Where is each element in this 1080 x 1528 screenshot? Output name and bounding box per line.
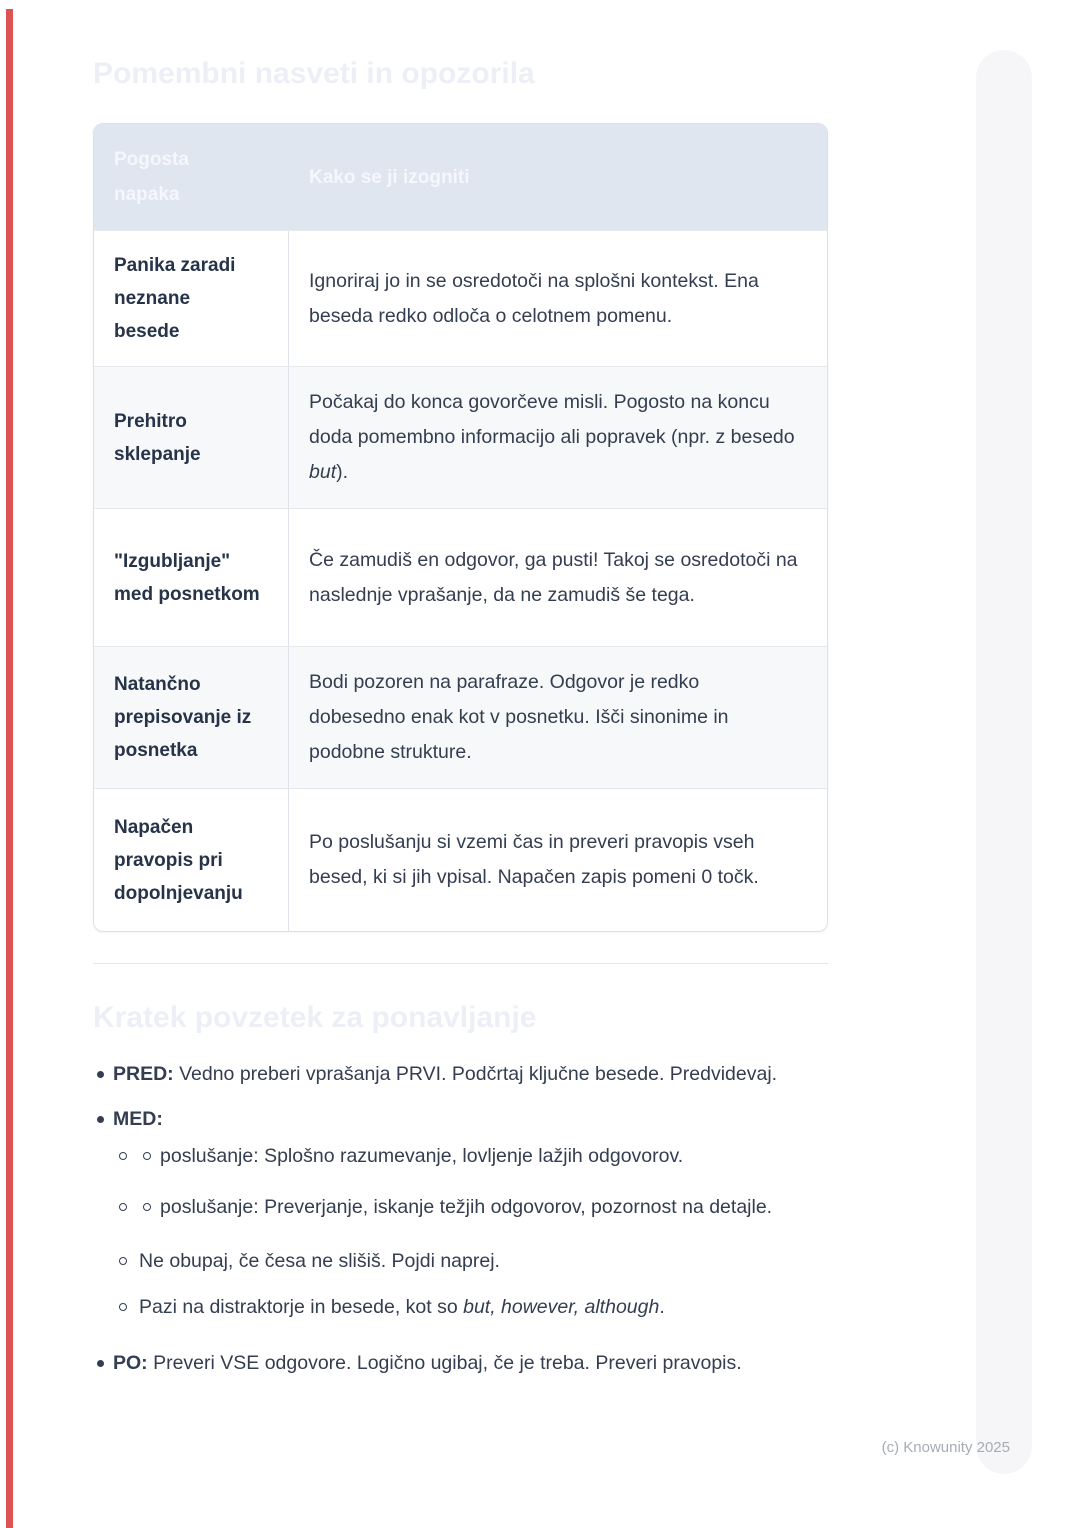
left-red-accent-bar xyxy=(6,9,13,1528)
column-header-mistake: Pogosta napaka xyxy=(114,149,189,205)
header-cell-avoid xyxy=(289,124,827,230)
cell-mistake: Prehitro sklepanje xyxy=(94,367,289,508)
footer-credit: (c) Knowunity 2025 xyxy=(881,1439,1010,1456)
column-header-avoid: Kako se ji izogniti xyxy=(309,166,470,188)
table-row xyxy=(94,508,827,646)
bullet-circle-icon xyxy=(119,1152,127,1160)
cell-mistake: "Izgubljanje" med posnetkom xyxy=(94,509,289,646)
bullet-circle-icon xyxy=(119,1203,127,1211)
list-item-pred: PRED: Vedno preberi vprašanja PRVI. Podčrtaj ključne besede. Predvidevaj. xyxy=(93,1057,828,1092)
right-page-edge-strip xyxy=(976,50,1032,1474)
section-divider xyxy=(93,963,828,964)
list-item-po: PO: Preveri VSE odgovore. Logično ugibaj, če je treba. Preveri pravopis. xyxy=(93,1346,828,1381)
bullet-circle-icon xyxy=(119,1303,127,1311)
summary-list xyxy=(93,1057,828,1381)
list-item-dont-give-up: Ne obupaj, če česa ne slišiš. Pojdi naprej. xyxy=(93,1244,828,1279)
list-item-listening-1: poslušanje: Splošno razumevanje, lovljenje lažjih odgovorov. xyxy=(93,1139,828,1174)
bullet-dot-icon xyxy=(97,1116,104,1123)
cell-solution: Po poslušanju si vzemi čas in preveri pravopis vseh besed, ki si jih vpisal. Napačen zapis pomeni 0 točk. xyxy=(309,831,759,888)
bullet-circle-icon xyxy=(143,1203,151,1211)
cell-mistake: Panika zaradi neznane besede xyxy=(94,231,289,366)
table-row xyxy=(94,230,827,366)
cell-solution: Bodi pozoren na parafraze. Odgovor je redko dobesedno enak kot v posnetku. Išči sinonime in podobne strukture. xyxy=(309,671,729,763)
list-item-distractors: Pazi na distraktorje in besede, kot so but, however, although. xyxy=(93,1290,828,1325)
table-header-row xyxy=(94,124,827,230)
cell-mistake: Natančno prepisovanje iz posnetka xyxy=(94,647,289,788)
table-row xyxy=(94,366,827,508)
header-cell-mistake xyxy=(94,124,289,230)
bullet-dot-icon xyxy=(97,1360,104,1367)
bullet-circle-icon xyxy=(119,1257,127,1265)
cell-solution: Počakaj do konca govorčeve misli. Pogosto na koncu doda pomembno informacijo ali popravek (npr. z besedo but). xyxy=(309,391,795,483)
cell-solution: Če zamudiš en odgovor, ga pusti! Takoj se osredotoči na naslednje vprašanje, da ne zamudiš še tega. xyxy=(309,548,798,606)
table-row xyxy=(94,788,827,931)
list-item-med: MED: xyxy=(93,1102,828,1137)
table-row xyxy=(94,646,827,788)
summary-heading: Kratek povzetek za ponavljanje xyxy=(93,1001,537,1034)
list-item-listening-2: poslušanje: Preverjanje, iskanje težjih odgovorov, pozornost na detajle. xyxy=(93,1190,828,1225)
cell-solution: Ignoriraj jo in se osredotoči na splošni kontekst. Ena beseda redko odloča o celotnem pomenu. xyxy=(309,269,759,327)
common-mistakes-table xyxy=(93,123,828,932)
cell-mistake: Napačen pravopis pri dopolnjevanju xyxy=(94,789,289,931)
bullet-circle-icon xyxy=(143,1152,151,1160)
page-title: Pomembni nasveti in opozorila xyxy=(93,57,535,90)
content-area xyxy=(93,0,828,1381)
bullet-dot-icon xyxy=(97,1071,104,1078)
